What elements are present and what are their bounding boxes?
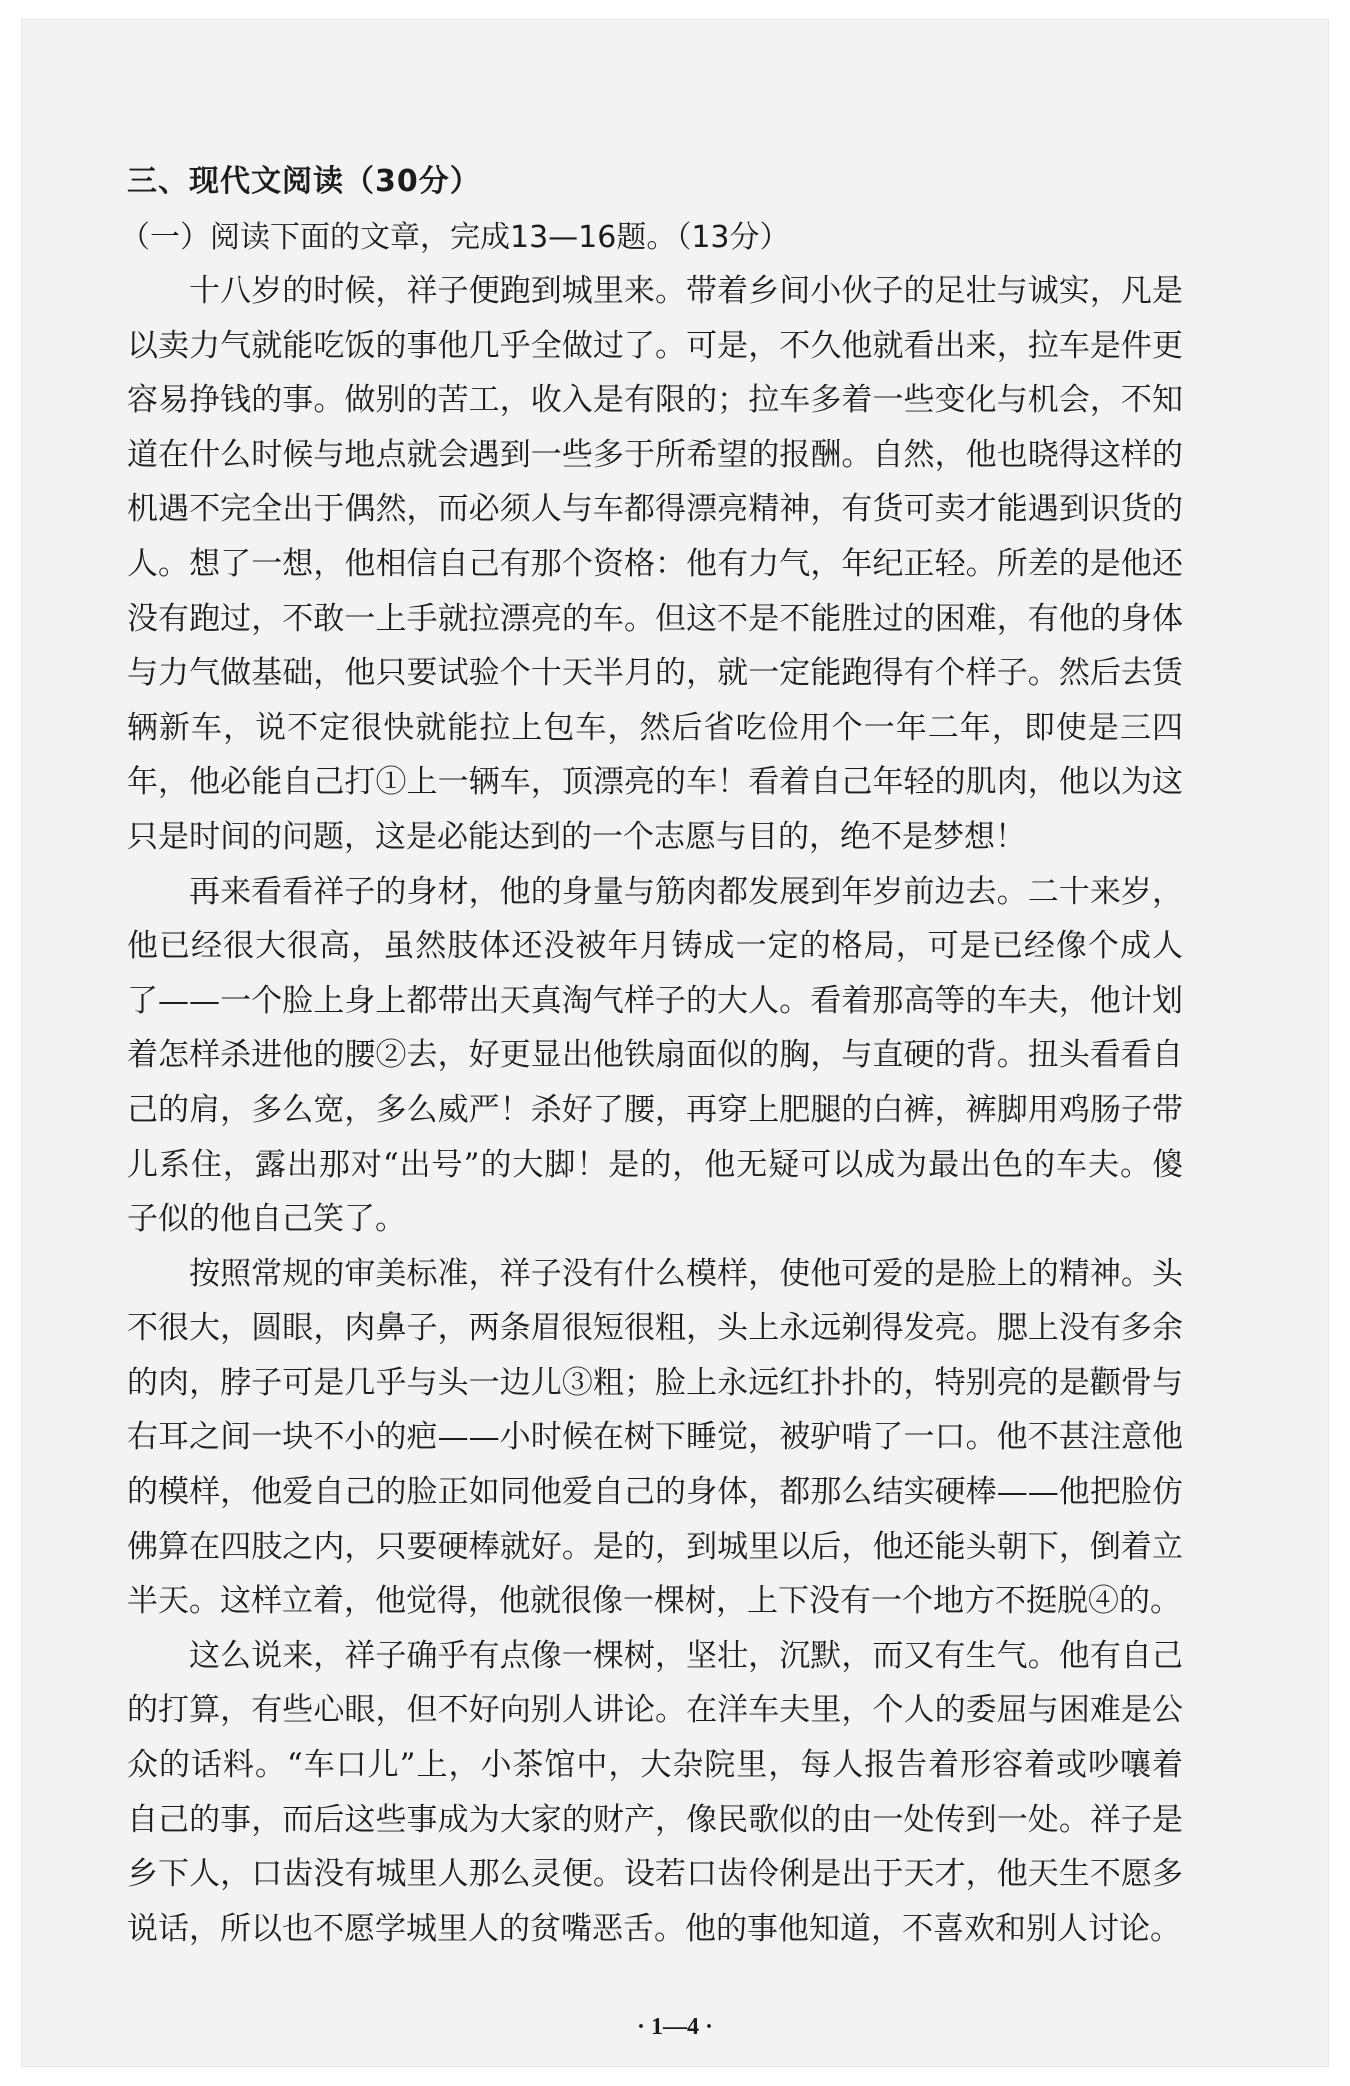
passage-line: 了——一个脸上身上都带出天真淘气样子的大人。看着那高等的车夫，他计划 <box>127 982 1183 1019</box>
passage-line: 不很大，圆眼，肉鼻子，两条眉很短很粗，头上永远剃得发亮。腮上没有多余 <box>127 1310 1183 1347</box>
passage-line: 只是时间的问题，这是必能达到的一个志愿与目的，绝不是梦想！ <box>127 818 1026 855</box>
passage-line: 半天。这样立着，他觉得，他就很像一棵树，上下没有一个地方不挺脱④的。 <box>127 1583 1181 1620</box>
question-instruction: （一）阅读下面的文章，完成13—16题。（13分） <box>120 220 790 255</box>
passage-line: 儿系住，露出那对“出号”的大脚！是的，他无疑可以成为最出色的车夫。傻 <box>127 1146 1183 1183</box>
passage-line: 年，他必能自己打①上一辆车，顶漂亮的车！看着自己年轻的肌肉，他以为这 <box>127 764 1183 801</box>
passage-line: 以卖力气就能吃饭的事他几乎全做过了。可是，不久他就看出来，拉车是件更 <box>127 327 1183 364</box>
page-number: · 1—4 · <box>636 2014 713 2040</box>
passage-line: 这么说来，祥子确乎有点像一棵树，坚壮，沉默，而又有生气。他有自己 <box>189 1637 1183 1674</box>
passage-line: 佛算在四肢之内，只要硬棒就好。是的，到城里以后，他还能头朝下，倒着立 <box>127 1528 1183 1565</box>
passage-line: 辆新车，说不定很快就能拉上包车，然后省吃俭用个一年二年，即使是三四 <box>127 709 1183 746</box>
passage-line: 再来看看祥子的身材，他的身量与筋肉都发展到年岁前边去。二十来岁， <box>189 873 1183 910</box>
reading-passage <box>127 264 1183 1956</box>
passage-line: 的打算，有些心眼，但不好向别人讲论。在洋车夫里，个人的委屈与困难是公 <box>127 1692 1183 1729</box>
passage-line: 人。想了一想，他相信自己有那个资格：他有力气，年纪正轻。所差的是他还 <box>127 545 1183 582</box>
passage-line: 他已经很大很高，虽然肢体还没被年月铸成一定的格局，可是已经像个成人 <box>127 928 1183 965</box>
passage-line: 乡下人，口齿没有城里人那么灵便。设若口齿伶俐是出于天才，他天生不愿多 <box>127 1856 1183 1893</box>
passage-line: 机遇不完全出于偶然，而必须人与车都得漂亮精神，有货可卖才能遇到识货的 <box>127 491 1183 528</box>
passage-line: 容易挣钱的事。做别的苦工，收入是有限的；拉车多着一些变化与机会，不知 <box>127 382 1183 419</box>
passage-line: 子似的他自己笑了。 <box>127 1201 406 1238</box>
passage-line: 己的肩，多么宽，多么威严！杀好了腰，再穿上肥腿的白裤，裤脚用鸡肠子带 <box>127 1091 1183 1128</box>
passage-line: 按照常规的审美标准，祥子没有什么模样，使他可爱的是脸上的精神。头 <box>189 1255 1183 1292</box>
passage-line: 的模样，他爱自己的脸正如同他爱自己的身体，都那么结实硬棒——他把脸仿 <box>127 1474 1183 1511</box>
passage-line: 众的话料。“车口儿”上，小茶馆中，大杂院里，每人报告着形容着或吵嚷着 <box>127 1747 1183 1784</box>
passage-line: 右耳之间一块不小的疤——小时候在树下睡觉，被驴啃了一口。他不甚注意他 <box>127 1419 1183 1456</box>
passage-line: 的肉，脖子可是几乎与头一边儿③粗；脸上永远红扑扑的，特别亮的是颧骨与 <box>127 1364 1183 1401</box>
passage-line: 说话，所以也不愿学城里人的贫嘴恶舌。他的事他知道，不喜欢和别人讨论。 <box>127 1910 1181 1947</box>
passage-line: 与力气做基础，他只要试验个十天半月的，就一定能跑得有个样子。然后去赁 <box>127 655 1183 692</box>
passage-line: 十八岁的时候，祥子便跑到城里来。带着乡间小伙子的足壮与诚实，凡是 <box>189 273 1183 309</box>
passage-line: 自己的事，而后这些事成为大家的财产，像民歌似的由一处传到一处。祥子是 <box>127 1801 1183 1838</box>
section-title: 三、现代文阅读（30分） <box>127 164 481 199</box>
passage-line: 没有跑过，不敢一上手就拉漂亮的车。但这不是不能胜过的困难，有他的身体 <box>127 600 1183 637</box>
passage-line: 道在什么时候与地点就会遇到一些多于所希望的报酬。自然，他也晓得这样的 <box>127 436 1183 473</box>
passage-line: 着怎样杀进他的腰②去，好更显出他铁扇面似的胸，与直硬的背。扭头看看自 <box>127 1037 1183 1074</box>
